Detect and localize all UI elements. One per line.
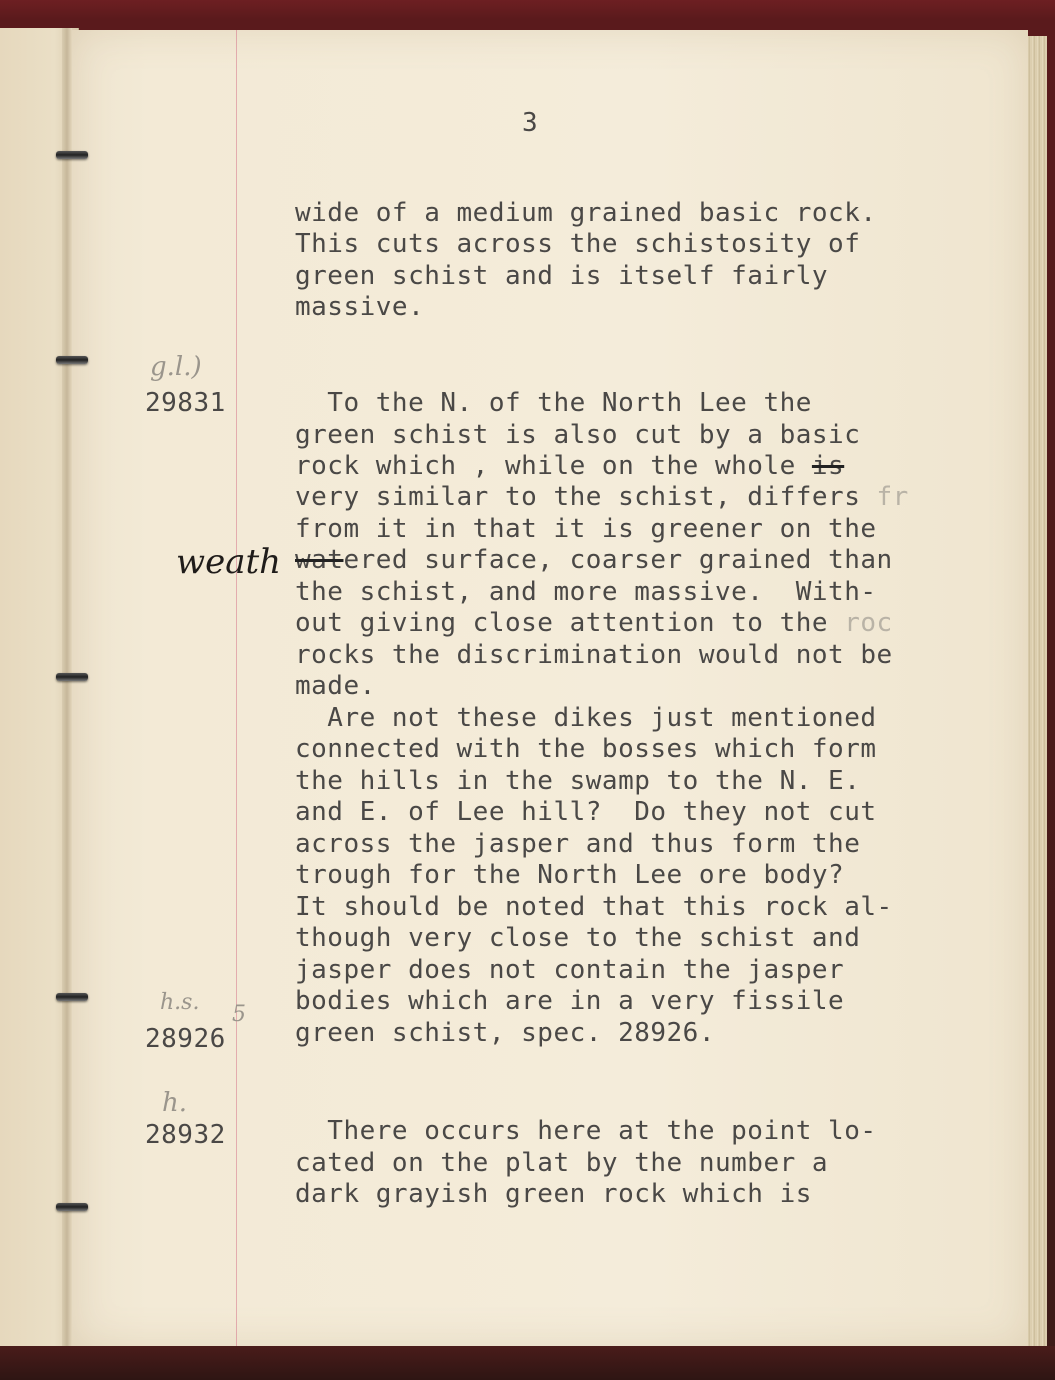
specimen-number: 28926 bbox=[145, 1024, 226, 1054]
text-line: jasper does not contain the jasper bbox=[295, 955, 845, 985]
text-segment: ered surface, coarser grained than bbox=[343, 545, 893, 575]
handwritten-correction: weath bbox=[176, 542, 282, 582]
text-line: rocks the discrimination would not be bbox=[295, 640, 893, 670]
margin-rule bbox=[236, 30, 237, 1346]
faint-text: fr bbox=[860, 482, 909, 512]
text-line: bodies which are in a very fissile bbox=[295, 986, 845, 1016]
text-line: dark grayish green rock which is bbox=[295, 1179, 812, 1209]
text-line: To the N. of the North Lee the bbox=[295, 388, 812, 418]
text-line: massive. bbox=[295, 292, 425, 322]
binder-clip-icon bbox=[56, 151, 88, 159]
struck-word: is bbox=[811, 451, 845, 481]
struck-word: wat bbox=[295, 545, 344, 575]
text-line: across the jasper and thus form the bbox=[295, 829, 861, 859]
text-line: green schist and is itself fairly bbox=[295, 261, 829, 291]
text-line: the schist, and more massive. With- bbox=[295, 577, 877, 607]
page-number: 3 bbox=[522, 108, 539, 138]
text-line: It should be noted that this rock al- bbox=[295, 892, 893, 922]
specimen-number: 28932 bbox=[145, 1120, 226, 1150]
text-segment: rock which , while on the whole bbox=[295, 451, 812, 481]
margin-annotation-h: h. bbox=[162, 1088, 188, 1118]
text-line: though very close to the schist and bbox=[295, 923, 861, 953]
binder-clip-icon bbox=[56, 1203, 88, 1211]
text-line: There occurs here at the point lo- bbox=[295, 1116, 877, 1146]
text-line: green schist is also cut by a basic bbox=[295, 420, 861, 450]
binder-clip-icon bbox=[56, 673, 88, 681]
text-line: cated on the plat by the number a bbox=[295, 1148, 829, 1178]
margin-annotation-gl: g.l.) bbox=[150, 352, 202, 382]
text-line: connected with the bosses which form bbox=[295, 734, 877, 764]
text-line: trough for the North Lee ore body? bbox=[295, 860, 845, 890]
binder-clip-icon bbox=[56, 993, 88, 1001]
text-line: wide of a medium grained basic rock. bbox=[295, 198, 877, 228]
binding-gutter bbox=[62, 28, 72, 1368]
text-line: the hills in the swamp to the N. E. bbox=[295, 766, 861, 796]
binder-clip-icon bbox=[56, 356, 88, 364]
book-cover-bottom bbox=[0, 1346, 1055, 1380]
text-line bbox=[295, 482, 909, 513]
text-line: and E. of Lee hill? Do they not cut bbox=[295, 797, 877, 827]
text-line: Are not these dikes just mentioned bbox=[295, 703, 877, 733]
text-segment: out giving close attention to the bbox=[295, 608, 829, 638]
margin-annotation-hs: h.s. bbox=[160, 990, 200, 1015]
left-page-edge bbox=[0, 28, 79, 1368]
text-line bbox=[295, 451, 844, 482]
specimen-number: 29831 bbox=[145, 388, 226, 418]
text-line: green schist, spec. 28926. bbox=[295, 1018, 715, 1048]
margin-correction: 5 bbox=[232, 1002, 246, 1027]
faint-text: roc bbox=[828, 608, 893, 638]
text-line: This cuts across the schistosity of bbox=[295, 229, 861, 259]
text-line bbox=[295, 545, 893, 576]
text-segment: very similar to the schist, differs bbox=[295, 482, 861, 512]
text-line: from it in that it is greener on the bbox=[295, 514, 877, 544]
text-line bbox=[295, 608, 893, 639]
text-line: made. bbox=[295, 671, 376, 701]
